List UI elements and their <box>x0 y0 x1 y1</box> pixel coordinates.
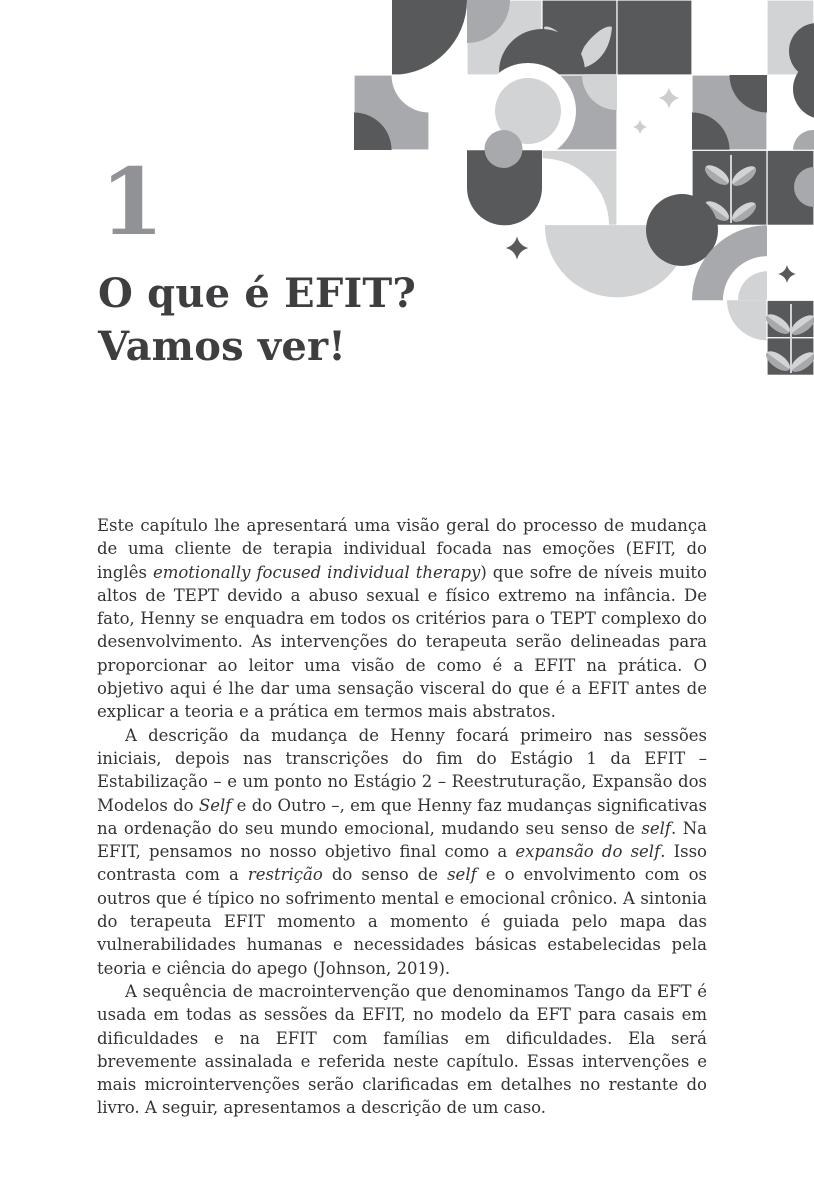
body-text <box>97 514 707 1120</box>
chapter-number: 1 <box>100 148 165 256</box>
sparkle-icon <box>778 265 796 283</box>
leaf-branch-icon <box>763 300 814 375</box>
chapter-title-line2: Vamos ver! <box>98 322 347 370</box>
paragraph-2: A descrição da mudança de Henny focará primeiro nas sessões iniciais, depois nas transcrições do fim do Estágio 1 da EFIT – Estabilização – e um ponto no Estágio 2 – Reestruturação, Expansão dos Modelos do Self e do Outro –, em que Henny faz mudanças significativas na ordenação do seu mundo emocional, mudando seu senso de self. Na EFIT, pensamos no nosso objetivo final como a expansão do self. Isso contrasta com a restrição do senso de self e o envolvimento com os outros que é típico no sofrimento mental e emocional crônico. A sintonia do terapeuta EFIT momento a momento é guiada pelo mapa das vulnerabilidades humanas e necessidades básicas estabelecidas pela teoria e ciência do apego (Johnson, 2019). <box>97 725 708 978</box>
chapter-title <box>98 268 416 374</box>
sparkle-icon <box>633 120 647 134</box>
chapter-title-line1: O que é EFIT? <box>98 270 416 317</box>
paragraph-3: A sequência de macrointervenção que denominamos Tango da EFT é usada em todas as sessões da EFIT, no modelo da EFT para casais em dificuldades e na EFIT com famílias em dificuldades. Ela será brevemente assinalada e referida neste capítulo. Essas intervenções e mais microintervenções serão clarificadas em detalhes no restante do livro. A seguir, apresentamos a descrição de um caso. <box>97 981 707 1118</box>
decorative-mosaic <box>354 0 814 387</box>
sparkle-icon <box>659 88 680 109</box>
paragraph-1: Este capítulo lhe apresentará uma visão geral do processo de mudança de uma cliente de terapia individual focada nas emoções (EFIT, do inglês emotionally focused individual therapy) que sofre de níveis muito altos de TEPT devido a abuso sexual e físico extremo na infância. De fato, Henny se enquadra em todos os critérios para o TEPT complexo do desenvolvimento. As intervenções do terapeuta serão delineadas para proporcionar ao leitor uma visão de como é a EFIT na prática. O objetivo aqui é lhe dar uma sensação visceral do que é a EFIT antes de explicar a teoria e a prática em termos mais abstratos. <box>97 516 707 722</box>
sparkle-icon <box>506 237 529 260</box>
